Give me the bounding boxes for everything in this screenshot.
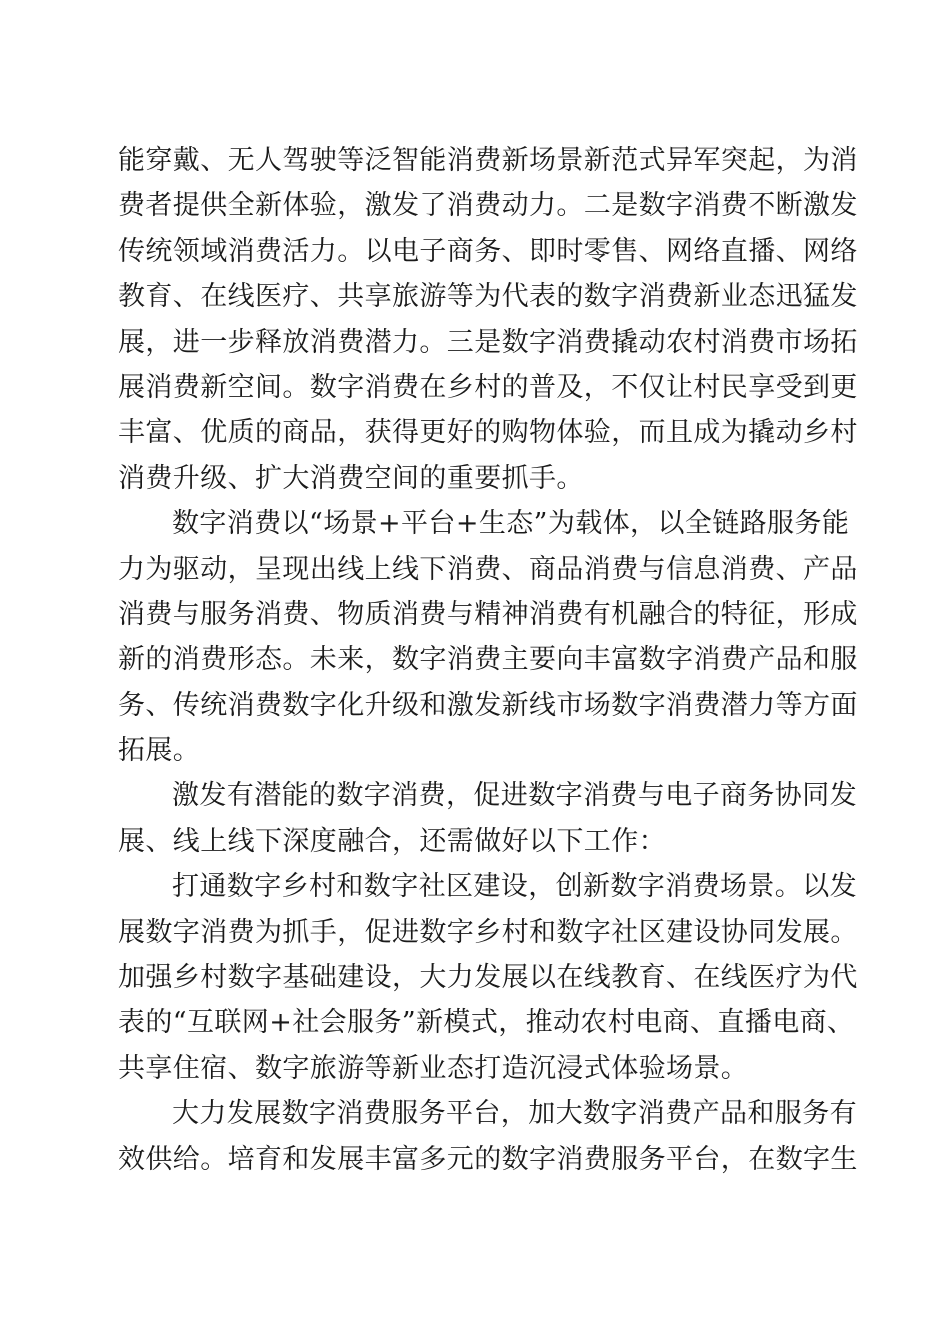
text-line: 费者提供全新体验，激发了消费动力。二是数字消费不断激发 xyxy=(118,190,858,222)
paragraph-4 xyxy=(118,864,858,1091)
paragraph-1 xyxy=(118,138,858,501)
text-line: 数字消费以“场景+平台+生态”为载体，以全链路服务能 xyxy=(172,508,850,540)
text-line: 加强乡村数字基础建设，大力发展以在线教育、在线医疗为代 xyxy=(118,962,858,994)
text-line: 共享住宿、数字旅游等新业态打造沉浸式体验场景。 xyxy=(118,1052,749,1084)
text-line: 效供给。培育和发展丰富多元的数字消费服务平台，在数字生 xyxy=(118,1143,858,1175)
text-line: 消费与服务消费、物质消费与精神消费有机融合的特征，形成 xyxy=(118,598,858,630)
text-line: 拓展。 xyxy=(118,735,201,767)
text-line: 消费升级、扩大消费空间的重要抓手。 xyxy=(118,462,584,494)
text-line: 表的“互联网+社会服务”新模式，推动农村电商、直播电商、 xyxy=(118,1007,855,1039)
paragraph-5 xyxy=(118,1091,858,1182)
text-line: 务、传统消费数字化升级和激发新线市场数字消费潜力等方面 xyxy=(118,689,858,721)
text-line: 激发有潜能的数字消费，促进数字消费与电子商务协同发 xyxy=(172,780,857,812)
text-line: 展消费新空间。数字消费在乡村的普及，不仅让村民享受到更 xyxy=(118,371,858,403)
text-line: 展、线上线下深度融合，还需做好以下工作： xyxy=(118,825,666,857)
document-body xyxy=(118,138,858,1182)
text-line: 展数字消费为抓手，促进数字乡村和数字社区建设协同发展。 xyxy=(118,916,858,948)
text-line: 展，进一步释放消费潜力。三是数字消费撬动农村消费市场拓 xyxy=(118,326,858,358)
text-line: 打通数字乡村和数字社区建设，创新数字消费场景。以发 xyxy=(172,871,857,903)
paragraph-2 xyxy=(118,501,858,773)
text-line: 新的消费形态。未来，数字消费主要向丰富数字消费产品和服 xyxy=(118,644,858,676)
text-line: 丰富、优质的商品，获得更好的购物体验，而且成为撬动乡村 xyxy=(118,417,858,449)
text-line: 力为驱动，呈现出线上线下消费、商品消费与信息消费、产品 xyxy=(118,553,858,585)
text-line: 大力发展数字消费服务平台，加大数字消费产品和服务有 xyxy=(172,1098,857,1130)
text-line: 能穿戴、无人驾驶等泛智能消费新场景新范式异军突起，为消 xyxy=(118,145,858,176)
text-line: 教育、在线医疗、共享旅游等为代表的数字消费新业态迅猛发 xyxy=(118,281,858,313)
text-line: 传统领域消费活力。以电子商务、即时零售、网络直播、网络 xyxy=(118,235,858,267)
paragraph-3 xyxy=(118,773,857,864)
